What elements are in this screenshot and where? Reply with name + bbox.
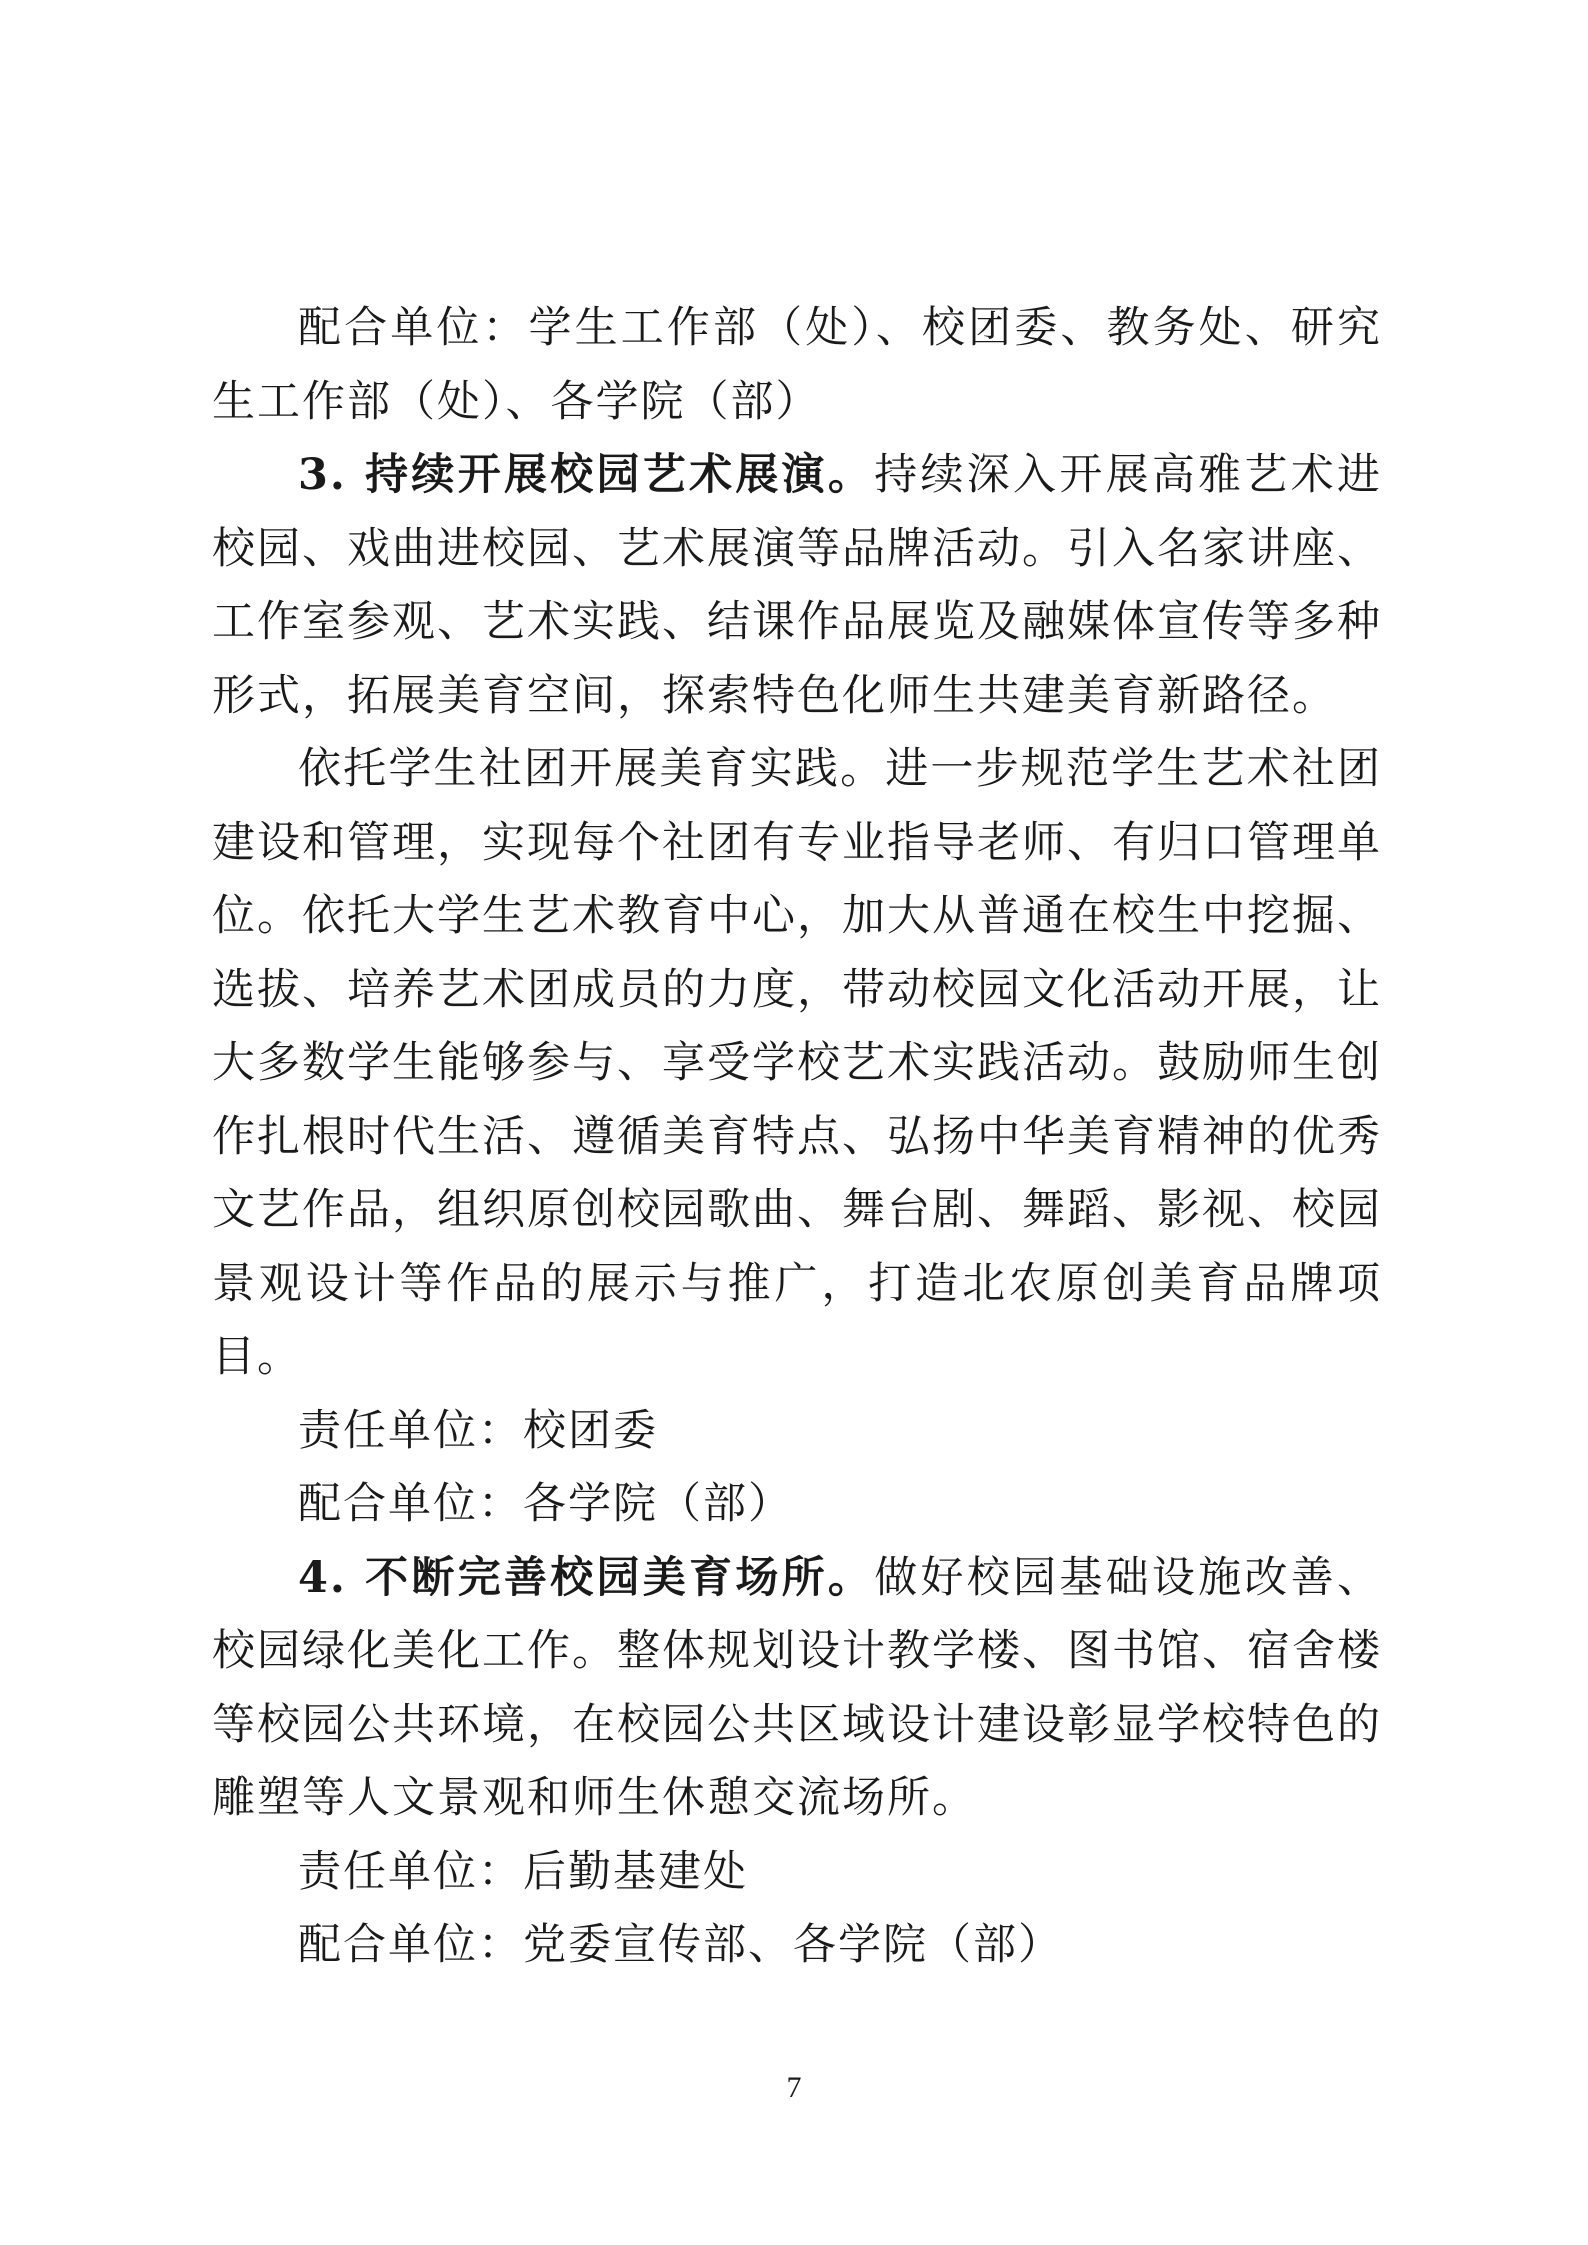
paragraph-text: 持续深入开展高雅艺术进校园、戏曲进校园、艺术展演等品牌活动。引入名家讲座、工作室参观、艺术实践、结课作品展览及融媒体宣传等多种形式，拓展美育空间，探索特色化师生共建美育新路径。 bbox=[212, 450, 1382, 721]
item-4-heading: 4. 不断完善校园美育场所。 bbox=[298, 1552, 875, 1603]
item-3-paragraph bbox=[212, 439, 1382, 733]
responsible-unit-paragraph bbox=[212, 1836, 1382, 1910]
cooperating-units-paragraph bbox=[212, 292, 1382, 439]
item-3-heading: 3. 持续开展校园艺术展演。 bbox=[298, 450, 875, 500]
club-practice-paragraph bbox=[212, 733, 1382, 1395]
paragraph-text: 责任单位：后勤基建处 bbox=[298, 1846, 748, 1897]
paragraph-text: 做好校园基础设施改善、校园绿化美化工作。整体规划设计教学楼、图书馆、宿舍楼等校园公共环境，在校园公共区域设计建设彰显学校特色的雕塑等人文景观和师生休憩交流场所。 bbox=[212, 1552, 1382, 1823]
paragraph-text: 配合单位：学生工作部（处）、校团委、教务处、研究生工作部（处）、各学院（部） bbox=[212, 303, 1382, 427]
responsible-unit-paragraph bbox=[212, 1395, 1382, 1469]
page-number: 7 bbox=[786, 2071, 802, 2104]
paragraph-text: 配合单位：各学院（部） bbox=[298, 1479, 793, 1529]
cooperating-units-paragraph bbox=[212, 1468, 1382, 1542]
paragraph-text: 配合单位：党委宣传部、各学院（部） bbox=[298, 1920, 1063, 1970]
item-4-paragraph bbox=[212, 1542, 1382, 1836]
paragraph-text: 依托学生社团开展美育实践。进一步规范学生艺术社团建设和管理，实现每个社团有专业指导老师、有归口管理单位。依托大学生艺术教育中心，加大从普通在校生中挖掘、选拔、培养艺术团成员的力度，带动校园文化活动开展，让大多数学生能够参与、享受学校艺术实践活动。鼓励师生创作扎根时代生活、遵循美育特点、弘扬中华美育精神的优秀文艺作品，组织原创校园歌曲、舞台剧、舞蹈、影视、校园景观设计等作品的展示与推广，打造北农原创美育品牌项目。 bbox=[212, 744, 1382, 1382]
document-body bbox=[212, 292, 1382, 1983]
paragraph-text: 责任单位：校团委 bbox=[298, 1405, 658, 1456]
cooperating-units-paragraph bbox=[212, 1909, 1382, 1983]
